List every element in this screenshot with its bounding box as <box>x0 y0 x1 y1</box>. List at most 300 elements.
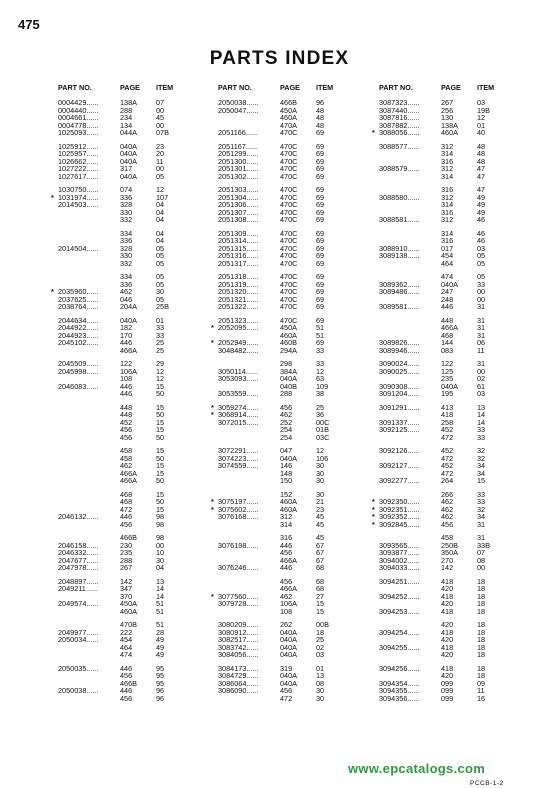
index-row <box>218 434 388 442</box>
page-ref: 456 <box>120 671 133 680</box>
part-number: 2035960...... <box>58 287 99 296</box>
item-ref: 69 <box>316 338 325 347</box>
part-number: 2051307...... <box>218 207 259 217</box>
part-number: 3090024...... <box>379 359 420 368</box>
part-number: 2047978...... <box>58 563 99 572</box>
item-ref: 08 <box>477 555 486 565</box>
item-ref: 69 <box>316 315 325 325</box>
item-ref: 40 <box>477 128 486 137</box>
page-ref: 314 <box>280 519 293 529</box>
page-ref: 288 <box>120 105 133 115</box>
part-number: 2051314...... <box>218 236 259 245</box>
index-row <box>58 390 228 398</box>
index-row <box>218 260 388 268</box>
index-row <box>379 347 549 355</box>
item-ref: 14 <box>156 584 165 593</box>
index-row <box>379 143 549 151</box>
part-number: 3094251...... <box>379 576 420 586</box>
item-ref: 05 <box>156 272 165 281</box>
page-ref: 470C <box>280 236 298 245</box>
page-ref: 040A <box>441 381 459 391</box>
row-group <box>218 360 388 398</box>
index-row <box>218 542 388 550</box>
item-ref: 67 <box>316 548 325 557</box>
item-ref: 69 <box>316 171 325 181</box>
item-ref: 51 <box>156 620 165 629</box>
page-title: PARTS INDEX <box>209 48 350 69</box>
new-part-marker: * <box>211 323 214 332</box>
page-ref: 298 <box>280 359 293 368</box>
row-group <box>58 230 228 268</box>
index-row <box>218 470 388 478</box>
new-part-marker: * <box>51 287 54 296</box>
item-ref: 15 <box>156 402 165 412</box>
part-number: 3072291...... <box>218 446 259 455</box>
row-group <box>379 360 549 398</box>
item-ref: 109 <box>316 381 329 391</box>
page-ref: 446 <box>441 302 454 311</box>
part-number: 3087323...... <box>379 98 420 107</box>
part-number: 2050034...... <box>58 635 99 644</box>
part-number: 3092350...... <box>379 497 420 506</box>
page-ref: 470B <box>120 620 138 629</box>
page-ref: 418 <box>441 576 454 586</box>
item-ref: 33 <box>477 279 486 289</box>
part-number: 3084173...... <box>218 663 259 673</box>
item-ref: 15 <box>156 446 165 455</box>
index-row <box>379 173 549 181</box>
page-ref: 248 <box>441 294 454 304</box>
row-group <box>379 186 549 224</box>
page-ref: 267 <box>120 563 133 572</box>
page-ref: 150 <box>280 476 293 485</box>
part-number: 2052949...... <box>218 338 259 347</box>
item-ref: 15 <box>477 476 486 485</box>
index-row <box>379 216 549 224</box>
new-part-marker: * <box>211 402 214 412</box>
page-ref: 446 <box>120 686 133 695</box>
item-ref: 106 <box>316 453 329 463</box>
index-row <box>379 260 549 268</box>
part-number: 3076198...... <box>218 540 259 550</box>
new-part-marker: * <box>372 519 375 529</box>
page-ref: 384A <box>280 366 298 376</box>
row-group <box>379 273 549 311</box>
item-ref: 30 <box>316 686 325 695</box>
page-ref: 312 <box>280 512 293 521</box>
page-ref: 108 <box>120 374 133 383</box>
watermark-text: www.epcatalogs.com <box>348 761 486 776</box>
page-ref: 040A <box>120 156 138 166</box>
item-ref: 25 <box>156 345 165 355</box>
page-ref: 328 <box>120 243 133 253</box>
item-ref: 69 <box>316 149 325 158</box>
part-number: 3079728...... <box>218 599 259 608</box>
page-ref: 466A <box>441 323 459 332</box>
page-ref: 040A <box>280 374 298 383</box>
page-ref: 122 <box>120 359 133 368</box>
part-number: 3076168...... <box>218 512 259 521</box>
index-row <box>58 383 228 391</box>
row-group <box>58 99 228 137</box>
page-ref: 470C <box>280 243 298 253</box>
page-ref: 466A <box>280 555 298 565</box>
item-ref: 15 <box>156 417 165 427</box>
part-number: 3082517...... <box>218 635 259 644</box>
page-ref: 040A <box>280 627 298 637</box>
item-ref: 46 <box>477 236 486 245</box>
item-ref: 12 <box>316 446 325 455</box>
part-number: 0004440...... <box>58 105 99 115</box>
item-ref: 18 <box>477 671 486 680</box>
page-ref: 204A <box>120 302 138 311</box>
page-ref: 316 <box>441 236 454 245</box>
index-row <box>218 390 388 398</box>
index-row <box>58 347 228 355</box>
item-ref: 33 <box>477 497 486 506</box>
page-ref: 347 <box>120 584 133 593</box>
row-group <box>218 273 388 311</box>
index-row <box>58 564 228 572</box>
row-group <box>218 534 388 572</box>
index-row <box>58 216 228 224</box>
page-ref: 083 <box>441 345 454 355</box>
index-row <box>58 273 228 281</box>
item-ref: 69 <box>316 302 325 311</box>
item-ref: 05 <box>156 279 165 289</box>
item-ref: 98 <box>156 519 165 529</box>
item-ref: 48 <box>316 113 325 122</box>
page-ref: 420 <box>441 584 454 593</box>
index-row <box>58 455 228 463</box>
part-number: 2051309...... <box>218 228 259 238</box>
part-number: 1026662...... <box>58 156 99 166</box>
part-number: 2047677...... <box>58 555 99 565</box>
part-number: 2038764...... <box>58 302 99 311</box>
page-ref: 472 <box>120 504 133 514</box>
index-row <box>218 651 388 659</box>
row-group <box>218 143 388 181</box>
part-number: 2051304...... <box>218 192 259 202</box>
header-page: PAGE <box>280 83 300 92</box>
header-item: ITEM <box>156 83 174 92</box>
part-number: 2050038...... <box>58 686 99 695</box>
index-row <box>218 687 388 695</box>
item-ref: 48 <box>477 141 486 151</box>
page-ref: 458 <box>441 533 454 542</box>
part-number: 3094354...... <box>379 678 420 688</box>
part-number: 3091337...... <box>379 417 420 427</box>
page-ref: 334 <box>120 272 133 281</box>
part-number: 2044922...... <box>58 323 99 332</box>
page-ref: 418 <box>441 410 454 419</box>
row-group <box>379 317 549 355</box>
item-ref: 96 <box>316 98 325 107</box>
item-ref: 15 <box>156 468 165 478</box>
page-ref: 316 <box>441 185 454 194</box>
index-row <box>58 245 228 253</box>
page-ref: 456 <box>441 519 454 529</box>
index-row <box>218 608 388 616</box>
page-ref: 470C <box>280 141 298 151</box>
index-row <box>379 593 549 601</box>
item-ref: 00 <box>156 120 165 130</box>
page-ref: 074 <box>120 185 133 194</box>
item-ref: 00 <box>156 105 165 115</box>
part-number: 0004778...... <box>58 120 99 130</box>
page-ref: 316 <box>441 207 454 217</box>
row-group <box>372 98 549 137</box>
item-ref: 69 <box>316 279 325 289</box>
item-ref: 69 <box>316 287 325 296</box>
item-ref: 04 <box>156 200 165 209</box>
item-ref: 06 <box>477 338 486 347</box>
item-ref: 25 <box>316 402 325 412</box>
part-number: 2049211...... <box>58 584 99 593</box>
page-ref: 130 <box>441 113 454 122</box>
part-number: 1025957...... <box>58 149 99 158</box>
part-number: 3094033...... <box>379 563 420 572</box>
row-group <box>379 578 549 616</box>
part-number: 3092126...... <box>379 446 420 455</box>
header-page: PAGE <box>120 83 140 92</box>
index-row <box>58 434 228 442</box>
page-ref: 099 <box>441 678 454 688</box>
page-ref: 470C <box>280 294 298 304</box>
index-column-3 <box>372 83 549 708</box>
item-ref: 13 <box>316 671 325 680</box>
item-ref: 49 <box>156 642 165 652</box>
item-ref: 33 <box>156 330 165 340</box>
part-number: 3094355...... <box>379 686 420 695</box>
index-row <box>58 636 228 644</box>
item-ref: 02 <box>477 374 486 383</box>
page-ref: 472 <box>280 693 293 703</box>
part-number: 3087440...... <box>379 105 420 115</box>
page-ref: 462 <box>441 497 454 506</box>
page-ref: 446 <box>280 540 293 550</box>
part-number: 1030750...... <box>58 185 99 194</box>
index-row <box>58 230 228 238</box>
page-ref: 258 <box>441 417 454 427</box>
part-number: 3088580...... <box>379 192 420 202</box>
item-ref: 47 <box>477 171 486 181</box>
part-number: 3087816...... <box>379 113 420 122</box>
index-row <box>58 665 228 673</box>
index-row <box>379 150 549 158</box>
index-row <box>58 491 228 499</box>
new-part-marker: * <box>211 497 214 506</box>
item-ref: 69 <box>316 251 325 260</box>
part-number: 2051299...... <box>218 149 259 158</box>
item-ref: 98 <box>156 512 165 521</box>
page-ref: 460A <box>120 606 138 616</box>
part-number: 3087882...... <box>379 120 420 130</box>
index-row <box>218 521 388 529</box>
index-row <box>58 585 228 593</box>
page-ref: 418 <box>441 642 454 652</box>
item-ref: 01B <box>316 425 329 434</box>
page-ref: 044A <box>120 128 138 137</box>
page-ref: 470C <box>280 258 298 268</box>
row-group <box>58 578 228 616</box>
page-ref: 466A <box>120 468 138 478</box>
item-ref: 50 <box>156 389 165 398</box>
page-ref: 040A <box>280 678 298 688</box>
part-number: 3075197...... <box>218 497 259 506</box>
item-ref: 27 <box>316 591 325 601</box>
new-part-marker: * <box>211 591 214 601</box>
item-ref: 18 <box>316 627 325 637</box>
part-number: 3080209...... <box>218 620 259 629</box>
index-row <box>218 303 388 311</box>
page-ref: 134 <box>120 120 133 130</box>
item-ref: 12 <box>156 185 165 194</box>
part-number: 3088056...... <box>379 128 420 137</box>
item-ref: 05 <box>477 251 486 260</box>
page-ref: 314 <box>441 171 454 181</box>
item-ref: 95 <box>156 678 165 688</box>
page-ref: 017 <box>441 243 454 253</box>
row-group <box>379 621 549 659</box>
item-ref: 18 <box>477 591 486 601</box>
page-ref: 456 <box>120 519 133 529</box>
page-ref: 466A <box>280 584 298 593</box>
page-ref: 470A <box>280 120 298 130</box>
page-ref: 456 <box>120 693 133 703</box>
page-ref: 312 <box>441 164 454 173</box>
page-ref: 040A <box>120 149 138 158</box>
index-row <box>379 477 549 485</box>
part-number: 3092845...... <box>379 519 420 529</box>
item-ref: 30 <box>156 287 165 296</box>
new-part-marker: * <box>211 338 214 347</box>
item-ref: 69 <box>316 128 325 137</box>
item-ref: 34 <box>477 461 486 470</box>
item-ref: 25B <box>156 302 169 311</box>
item-ref: 12 <box>477 113 486 122</box>
index-row <box>58 521 228 529</box>
index-row <box>379 665 549 673</box>
page-ref: 288 <box>120 555 133 565</box>
index-row <box>218 695 388 703</box>
item-ref: 12 <box>316 366 325 376</box>
page-ref: 468 <box>120 489 133 499</box>
item-ref: 46 <box>477 215 486 224</box>
page-ref: 040B <box>280 381 298 391</box>
page-ref: 470C <box>280 279 298 289</box>
item-ref: 18 <box>477 627 486 637</box>
page-ref: 458 <box>120 453 133 463</box>
page-ref: 234 <box>120 113 133 122</box>
index-row <box>218 107 388 115</box>
index-row <box>58 498 228 506</box>
part-number: 3077560...... <box>218 591 259 601</box>
item-ref: 04 <box>156 215 165 224</box>
item-ref: 95 <box>156 663 165 673</box>
page-ref: 466A <box>120 345 138 355</box>
part-number: 3074559...... <box>218 461 259 470</box>
part-number: 2045102...... <box>58 338 99 347</box>
page-ref: 470C <box>280 164 298 173</box>
index-row <box>211 323 388 332</box>
item-ref: 36 <box>316 410 325 419</box>
item-ref: 18 <box>477 663 486 673</box>
item-ref: 04 <box>156 563 165 572</box>
part-number: 3094255...... <box>379 642 420 652</box>
part-number: 2044634...... <box>58 315 99 325</box>
item-ref: 45 <box>316 533 325 542</box>
item-ref: 98 <box>156 533 165 542</box>
new-part-marker: * <box>372 497 375 506</box>
index-row <box>58 513 228 521</box>
index-row <box>218 129 388 137</box>
page-ref: 446 <box>120 512 133 521</box>
part-number: 3093565...... <box>379 540 420 550</box>
part-number: 2050047...... <box>218 105 259 115</box>
item-ref: 47 <box>477 164 486 173</box>
part-number: 2049977...... <box>58 627 99 637</box>
item-ref: 50 <box>156 432 165 442</box>
index-row <box>58 404 228 412</box>
page-ref: 472 <box>441 468 454 478</box>
item-ref: 15 <box>316 599 325 608</box>
index-row <box>58 600 228 608</box>
part-number: 2037625...... <box>58 294 99 304</box>
item-ref: 107 <box>156 192 169 202</box>
row-group <box>218 621 388 659</box>
page-ref: 040A <box>120 315 138 325</box>
item-ref: 31 <box>477 330 486 340</box>
page-ref: 456 <box>280 548 293 557</box>
part-number: 3094256...... <box>379 663 420 673</box>
part-number: 2051320...... <box>218 287 259 296</box>
index-row <box>58 426 228 434</box>
item-ref: 33 <box>316 345 325 355</box>
item-ref: 33 <box>477 489 486 499</box>
item-ref: 18 <box>477 620 486 629</box>
part-number: 3072015...... <box>218 417 259 427</box>
page-ref: 456 <box>120 432 133 442</box>
row-group <box>58 404 228 442</box>
part-number: 3053559...... <box>218 389 259 398</box>
item-ref: 30 <box>316 489 325 499</box>
index-row <box>218 477 388 485</box>
item-ref: 15 <box>156 489 165 499</box>
index-row <box>58 209 228 217</box>
item-ref: 31 <box>477 359 486 368</box>
part-number: 1027222...... <box>58 164 99 173</box>
page-ref: 466A <box>120 476 138 485</box>
page-ref: 235 <box>441 374 454 383</box>
item-ref: 21 <box>316 497 325 506</box>
page-ref: 040A <box>280 650 298 659</box>
part-number: 2050038...... <box>218 98 259 107</box>
part-number: 3089486...... <box>379 287 420 296</box>
page-ref: 470C <box>280 302 298 311</box>
page-ref: 122 <box>441 359 454 368</box>
page-ref: 040A <box>441 279 459 289</box>
page-ref: 460B <box>280 338 298 347</box>
part-number: 3075602...... <box>218 504 259 514</box>
page-ref: 370 <box>120 591 133 601</box>
page-ref: 247 <box>441 287 454 296</box>
item-ref: 68 <box>316 563 325 572</box>
item-ref: 15 <box>156 381 165 391</box>
item-ref: 33 <box>477 432 486 442</box>
page-ref: 288 <box>280 389 293 398</box>
page-ref: 460A <box>280 497 298 506</box>
